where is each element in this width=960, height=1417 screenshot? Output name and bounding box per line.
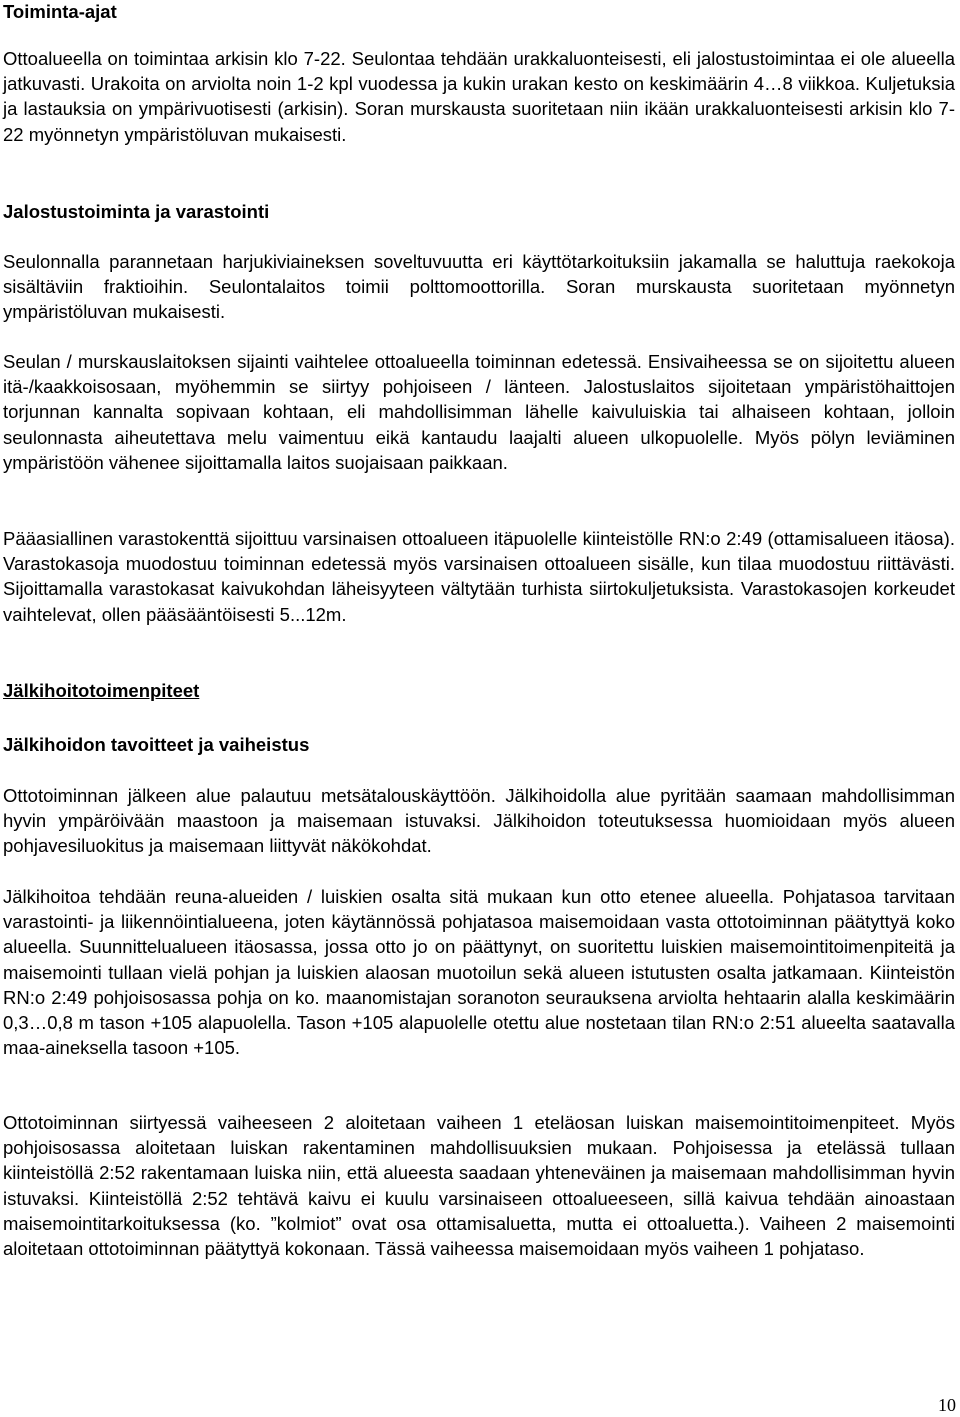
section-heading-jalkihoidon-tavoitteet: Jälkihoidon tavoitteet ja vaiheistus <box>3 734 310 755</box>
paragraph-toiminta-ajat: Ottoalueella on toimintaa arkisin klo 7-22. Seulontaa tehdään urakkaluonteisesti, eli jalostustoimintaa ei ole alueella jatkuvasti. Urakoita on arviolta noin 1-2 kpl vuodessa ja kukin urakan kesto on keskimäärin 4…8 viikkoa. Kuljetuksia ja lastauksia on ympärivuotisesti (arkisin). Soran murskausta suoritetaan niin ikään urakkaluonteisesti arkisin klo 7-22 myönnetyn ympäristöluvan mukaisesti. <box>3 48 955 145</box>
paragraph-laitoksen-sijainti: Seulan / murskauslaitoksen sijainti vaihtelee ottoalueella toiminnan edetessä. Ensivaiheessa se on sijoitettu alueen itä-/kaakkoisosaan, myöhemmin se siirtyy pohjoiseen / länteen. Jalostuslaitos sijoitetaan ympäristöhaittojen torjunnan kannalta sopivaan kohtaan, eli mahdollisimman lähelle kaivuluiskia tai alhaiseen kohtaan, jolloin seulonnasta aiheutettava melu vaimentuu eikä kantaudu laajalti alueen ulkopuolelle. Myös pölyn leviäminen ympäristöön vähenee sijoittamalla laitos suojaisaan paikkaan. <box>3 351 955 473</box>
paragraph-varastokentta: Pääasiallinen varastokenttä sijoittuu varsinaisen ottoalueen itäpuolelle kiinteistölle RN:o 2:49 (ottamisalueen itäosa). Varastokasoja muodostuu toiminnan edetessä myös varsinaisen ottoalueen sisälle, kun tilaa muodostuu riittävästi. Sijoittamalla varastokasat kaivukohdan läheisyyteen vältytään turhista siirtokuljetuksista. Varastokasojen korkeudet vaihtelevat, ollen pääsääntöisesti 5...12m. <box>3 528 955 625</box>
paragraph-vaihe-2: Ottotoiminnan siirtyessä vaiheeseen 2 aloitetaan vaiheen 1 eteläosan luiskan maisemointitoimenpiteet. Myös pohjoisosassa aloitetaan luiskan rakentaminen mahdollisuuksien mukaan. Pohjoisessa ja etelässä tullaan kiinteistöllä 2:52 rakentamaan luiska niin, että alueesta saadaan yhteneväinen ja maisemaan mahdollisimman hyvin istuvaksi. Kiinteistöllä 2:52 tehtävä kaivu ei kuulu varsinaiseen ottoalueeseen, sillä kaivua tehdään ainoastaan maisemointitarkoituksessa (ko. ”kolmiot” ovat osa ottamisaluetta, mutta ei ottoaluetta.). Vaiheen 2 maisemointi aloitetaan ottotoiminnan päätyttyä kokonaan. Tässä vaiheessa maisemoidaan myös vaiheen 1 pohjataso. <box>3 1112 955 1260</box>
section-heading-toiminta-ajat: Toiminta-ajat <box>3 1 117 22</box>
page-number: 10 <box>938 1395 956 1415</box>
paragraph-metsatalouskaytto: Ottotoiminnan jälkeen alue palautuu metsätalouskäyttöön. Jälkihoidolla alue pyritään saamaan mahdollisimman hyvin ympäröivään maastoon ja maisemaan istuvaksi. Jälkihoidon toteutuksessa huomioidaan myös alueen pohjavesiluokitus ja maisemaan liittyvät näkökohdat. <box>3 785 955 857</box>
paragraph-seulonta: Seulonnalla parannetaan harjukiviaineksen soveltuvuutta eri käyttötarkoituksiin jakamalla se haluttuja raekokoja sisältäviin fraktioihin. Seulontalaitos toimii polttomoottorilla. Soran murskausta suoritetaan myönnetyn ympäristöluvan mukaisesti. <box>3 251 955 323</box>
section-heading-jalostustoiminta: Jalostustoiminta ja varastointi <box>3 201 270 222</box>
section-heading-jalkihoitotoimenpiteet: Jälkihoitotoimenpiteet <box>3 680 200 701</box>
paragraph-reuna-alueet: Jälkihoitoa tehdään reuna-alueiden / luiskien osalta sitä mukaan kun otto etenee alueella. Pohjatasoa tarvitaan varastointi- ja liikennöintialueena, joten käytännössä pohjatasoa maisemoidaan vasta ottotoiminnan päätyttyä koko alueella. Suunnittelualueen itäosassa, jossa otto jo on päättynyt, on suoritettu luiskien maisemointitoimenpiteitä ja maisemointi tullaan vielä pohjan ja luiskien alaosan muotoilun sekä alueen istutusten osalta jatkamaan. Kiinteistön RN:o 2:49 pohjoisosassa pohja on ko. maanomistajan soranoton seurauksena arviolta hehtaarin alalla keskimäärin 0,3…0,8 m tason +105 alapuolella. Tason +105 alapuolelle otettu alue nostetaan tilan RN:o 2:51 alueelta saatavalla maa-aineksella tasoon +105. <box>3 886 955 1059</box>
